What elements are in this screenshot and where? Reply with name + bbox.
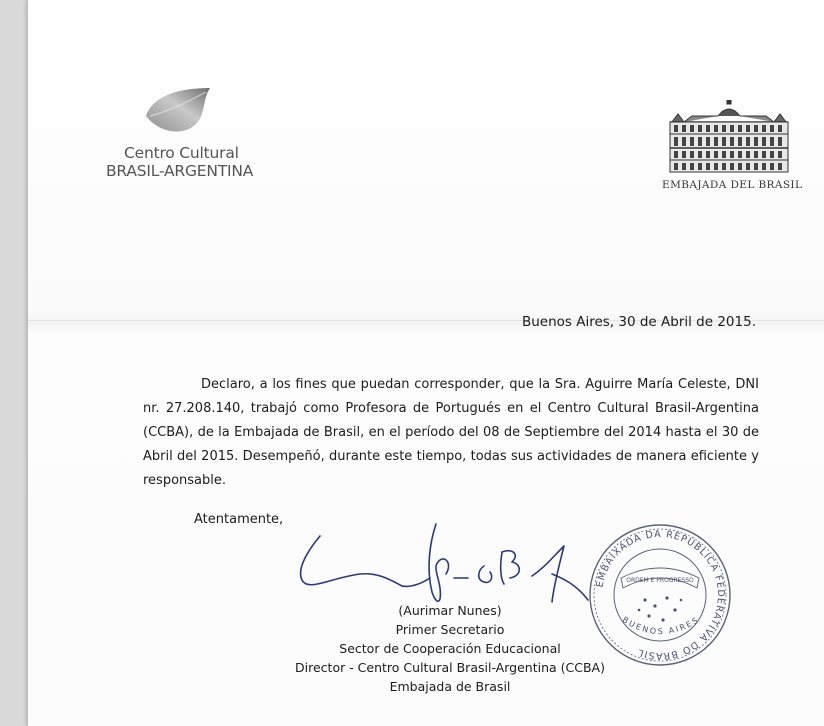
closing-salutation: Atentamente,: [194, 512, 284, 527]
ccba-logo-line1: Centro Cultural: [124, 144, 239, 162]
embassy-building-icon: [668, 100, 790, 174]
leaf-logo-icon: [144, 86, 216, 138]
ccba-logo: [106, 86, 256, 182]
signer-institution: Embajada de Brasil: [389, 679, 511, 694]
signature-block: [278, 601, 622, 696]
signer-director-role: Director - Centro Cultural Brasil-Argentina (CCBA): [295, 660, 605, 675]
ccba-logo-line2: BRASIL-ARGENTINA: [106, 162, 254, 180]
embassy-logo-label: EMBAJADA DEL BRASIL: [662, 179, 803, 191]
letter-date: Buenos Aires, 30 de Abril de 2015.: [521, 314, 756, 330]
signer-name: (Aurimar Nunes): [398, 603, 502, 618]
embassy-logo: [662, 100, 802, 196]
signer-title: Primer Secretario: [395, 622, 505, 637]
body-paragraph: Declaro, a los fines que puedan corresponder, que la Sra. Aguirre María Celeste, DNI nr. 27.208.140, trabajó como Profesora de Portugués en el Centro Cultural Brasil-Argentina (CCBA), de la Embajada de Brasil, en el período del 08 de Septiembre del 2014 hasta el 30 de Abril del 2015. Desempeñó, durante este tiempo, todas sus actividades de manera eficiente y responsable.: [143, 377, 759, 488]
svg-text:BUENOS AIRES: [621, 615, 702, 636]
signer-sector: Sector de Cooperación Educacional: [339, 641, 561, 656]
seal-ribbon-text: ORDEM E PROGRESSO: [626, 577, 694, 584]
letter-body: [143, 373, 759, 493]
seal-outer-text: EMBAIXADA DA REPÚBLICA FEDERATIVA DO BRASIL: [594, 528, 727, 662]
seal-city-text: BUENOS AIRES: [620, 614, 702, 637]
